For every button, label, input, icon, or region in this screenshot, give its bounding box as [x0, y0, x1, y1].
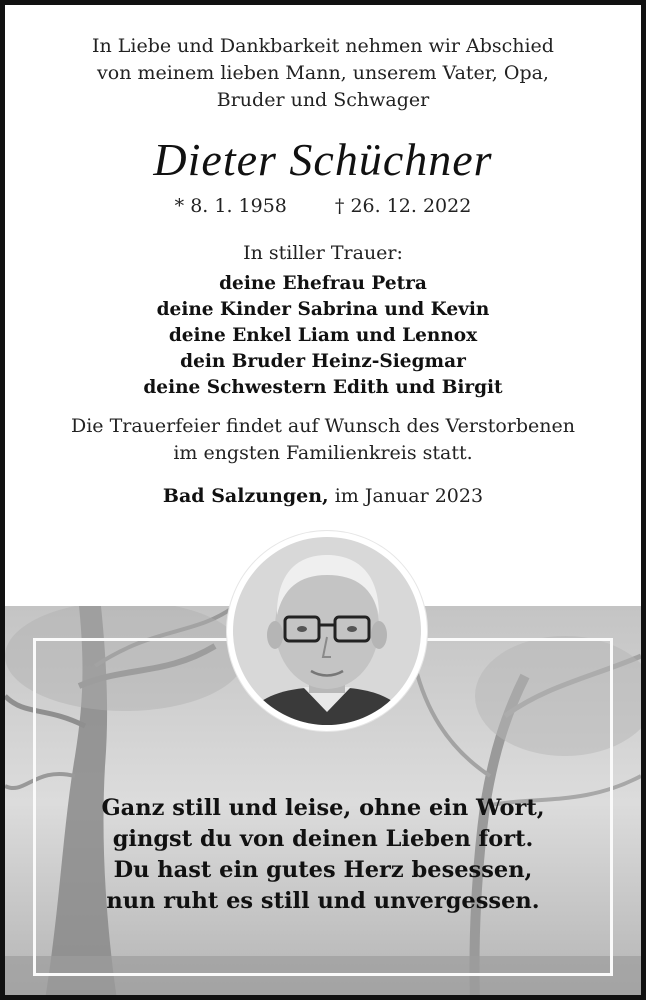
date-text: im Januar 2023 — [334, 485, 484, 507]
mourners-list — [5, 271, 641, 401]
poem-line: Ganz still und leise, ohne ein Wort, — [101, 795, 545, 821]
mourner-item: deine Kinder Sabrina und Kevin — [156, 299, 490, 320]
portrait-photo — [227, 531, 427, 731]
poem-line: Du hast ein gutes Herz besessen, — [113, 857, 533, 883]
place-name: Bad Salzungen, — [162, 485, 329, 507]
poem-line: nun ruht es still und unvergessen. — [106, 888, 540, 914]
notice-line: Die Trauerfeier findet auf Wunsch des Verstorbenen — [70, 415, 576, 437]
intro-line: In Liebe und Dankbarkeit nehmen wir Abschied — [92, 35, 554, 57]
mourners-heading: In stiller Trauer: — [243, 242, 403, 264]
poem-text — [5, 793, 641, 917]
intro-line: Bruder und Schwager — [216, 89, 430, 111]
birth-date: * 8. 1. 1958 — [174, 195, 287, 217]
notice-line: im engsten Familienkreis statt. — [173, 442, 473, 464]
death-date: † 26. 12. 2022 — [334, 195, 472, 217]
life-dates — [5, 195, 641, 217]
mourner-item: deine Ehefrau Petra — [219, 273, 427, 294]
intro-line: von meinem lieben Mann, unserem Vater, Opa, — [97, 62, 549, 84]
portrait-image — [233, 537, 421, 725]
mourner-item: dein Bruder Heinz-Siegmar — [180, 351, 466, 372]
intro-text — [5, 33, 641, 114]
funeral-notice — [5, 413, 641, 467]
deceased-name: Dieter Schüchner — [153, 134, 493, 185]
mourner-item: deine Enkel Liam und Lennox — [168, 325, 478, 346]
place-date — [5, 485, 641, 507]
mourner-item: deine Schwestern Edith und Birgit — [143, 377, 503, 398]
poem-line: gingst du von deinen Lieben fort. — [112, 826, 534, 852]
